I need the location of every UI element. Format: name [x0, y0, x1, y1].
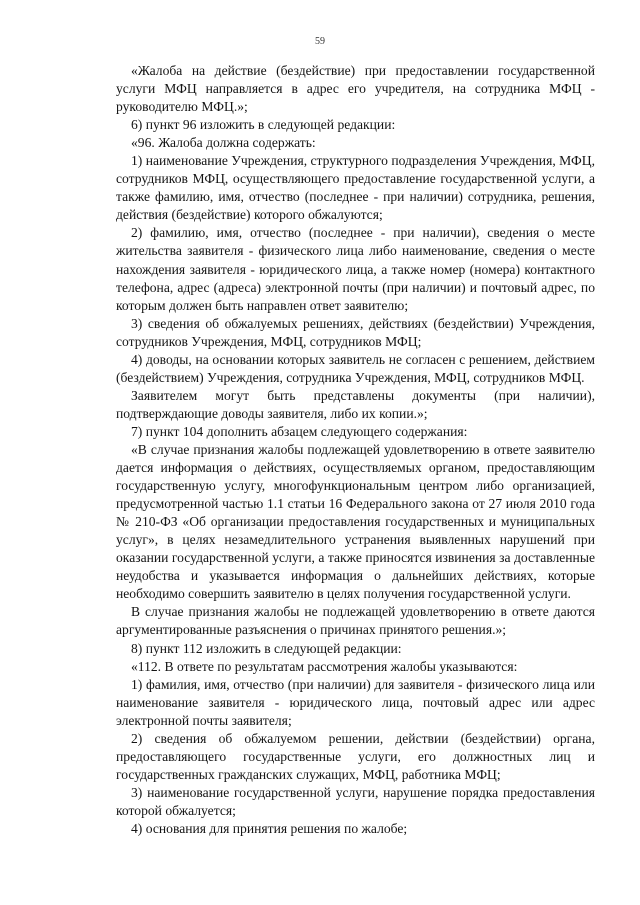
paragraph: 3) сведения об обжалуемых решениях, действиях (бездействии) Учреждения, сотрудников Учреждения, МФЦ, сотрудников МФЦ; [116, 315, 595, 349]
page-number: 59 [315, 36, 325, 47]
paragraph: Заявителем могут быть представлены документы (при наличии), подтверждающие доводы заявителя, либо их копии.»; [116, 387, 595, 421]
paragraph: «В случае признания жалобы подлежащей удовлетворению в ответе заявителю дается информация о действиях, осуществляемых органом, предоставляющим государственную услугу, многофункциональным центром либо организацией, предусмотренной частью 1.1 статьи 16 Федерального закона от 27 июля 2010 года № 210-ФЗ «Об организации предоставления государственных и муниципальных услуг», в целях незамедлительного устранения выявленных нарушений при оказании государственной услуги, а также приносятся извинения за доставленные неудобства и указывается информация о дальнейших действиях, которые необходимо совершить заявителю в целях получения государственной услуги. [116, 441, 595, 602]
paragraph: 1) фамилия, имя, отчество (при наличии) для заявителя - физического лица или наименование заявителя - юридического лица, почтовый адрес или адрес электронной почты заявителя; [116, 676, 595, 728]
paragraph: В случае признания жалобы не подлежащей удовлетворению в ответе даются аргументированные разъяснения о причинах принятого решения.»; [116, 604, 595, 638]
paragraph: 4) доводы, на основании которых заявитель не согласен с решением, действием (бездействием) Учреждения, сотрудника Учреждения, МФЦ, сотрудников МФЦ. [116, 351, 595, 385]
paragraph: «Жалоба на действие (бездействие) при предоставлении государственной услуги МФЦ направляется в адрес его учредителя, на сотрудника МФЦ - руководителю МФЦ.»; [116, 63, 595, 115]
paragraph: 1) наименование Учреждения, структурного подразделения Учреждения, МФЦ, сотрудников МФЦ, осуществляющего предоставление государственной услуги, а также фамилию, имя, отчество (последнее - при наличии) сотрудника, решения, действия (бездействие) которого обжалуются; [116, 153, 595, 223]
paragraph: «96. Жалоба должна содержать: [131, 135, 316, 151]
document-body [116, 62, 595, 838]
paragraph: 3) наименование государственной услуги, нарушение порядка предоставления которой обжалуется; [116, 784, 595, 818]
paragraph: 6) пункт 96 изложить в следующей редакции: [131, 117, 396, 133]
paragraph: 7) пункт 104 дополнить абзацем следующего содержания: [131, 423, 468, 439]
paragraph: 8) пункт 112 изложить в следующей редакции: [131, 640, 402, 656]
paragraph: 2) фамилию, имя, отчество (последнее - при наличии), сведения о месте жительства заявителя - физического лица либо наименование, сведения о месте нахождения заявителя - юридического лица, а также номер (номера) контактного телефона, адрес (адреса) электронной почты (при наличии) и почтовый адрес, по которым должен быть направлен ответ заявителю; [116, 225, 595, 313]
paragraph: 4) основания для принятия решения по жалобе; [131, 820, 408, 836]
paragraph: 2) сведения об обжалуемом решении, действии (бездействии) органа, предоставляющего государственные услуги, его должностных лиц и государственных гражданских служащих, МФЦ, работника МФЦ; [116, 730, 595, 782]
paragraph: «112. В ответе по результатам рассмотрения жалобы указываются: [131, 658, 518, 674]
